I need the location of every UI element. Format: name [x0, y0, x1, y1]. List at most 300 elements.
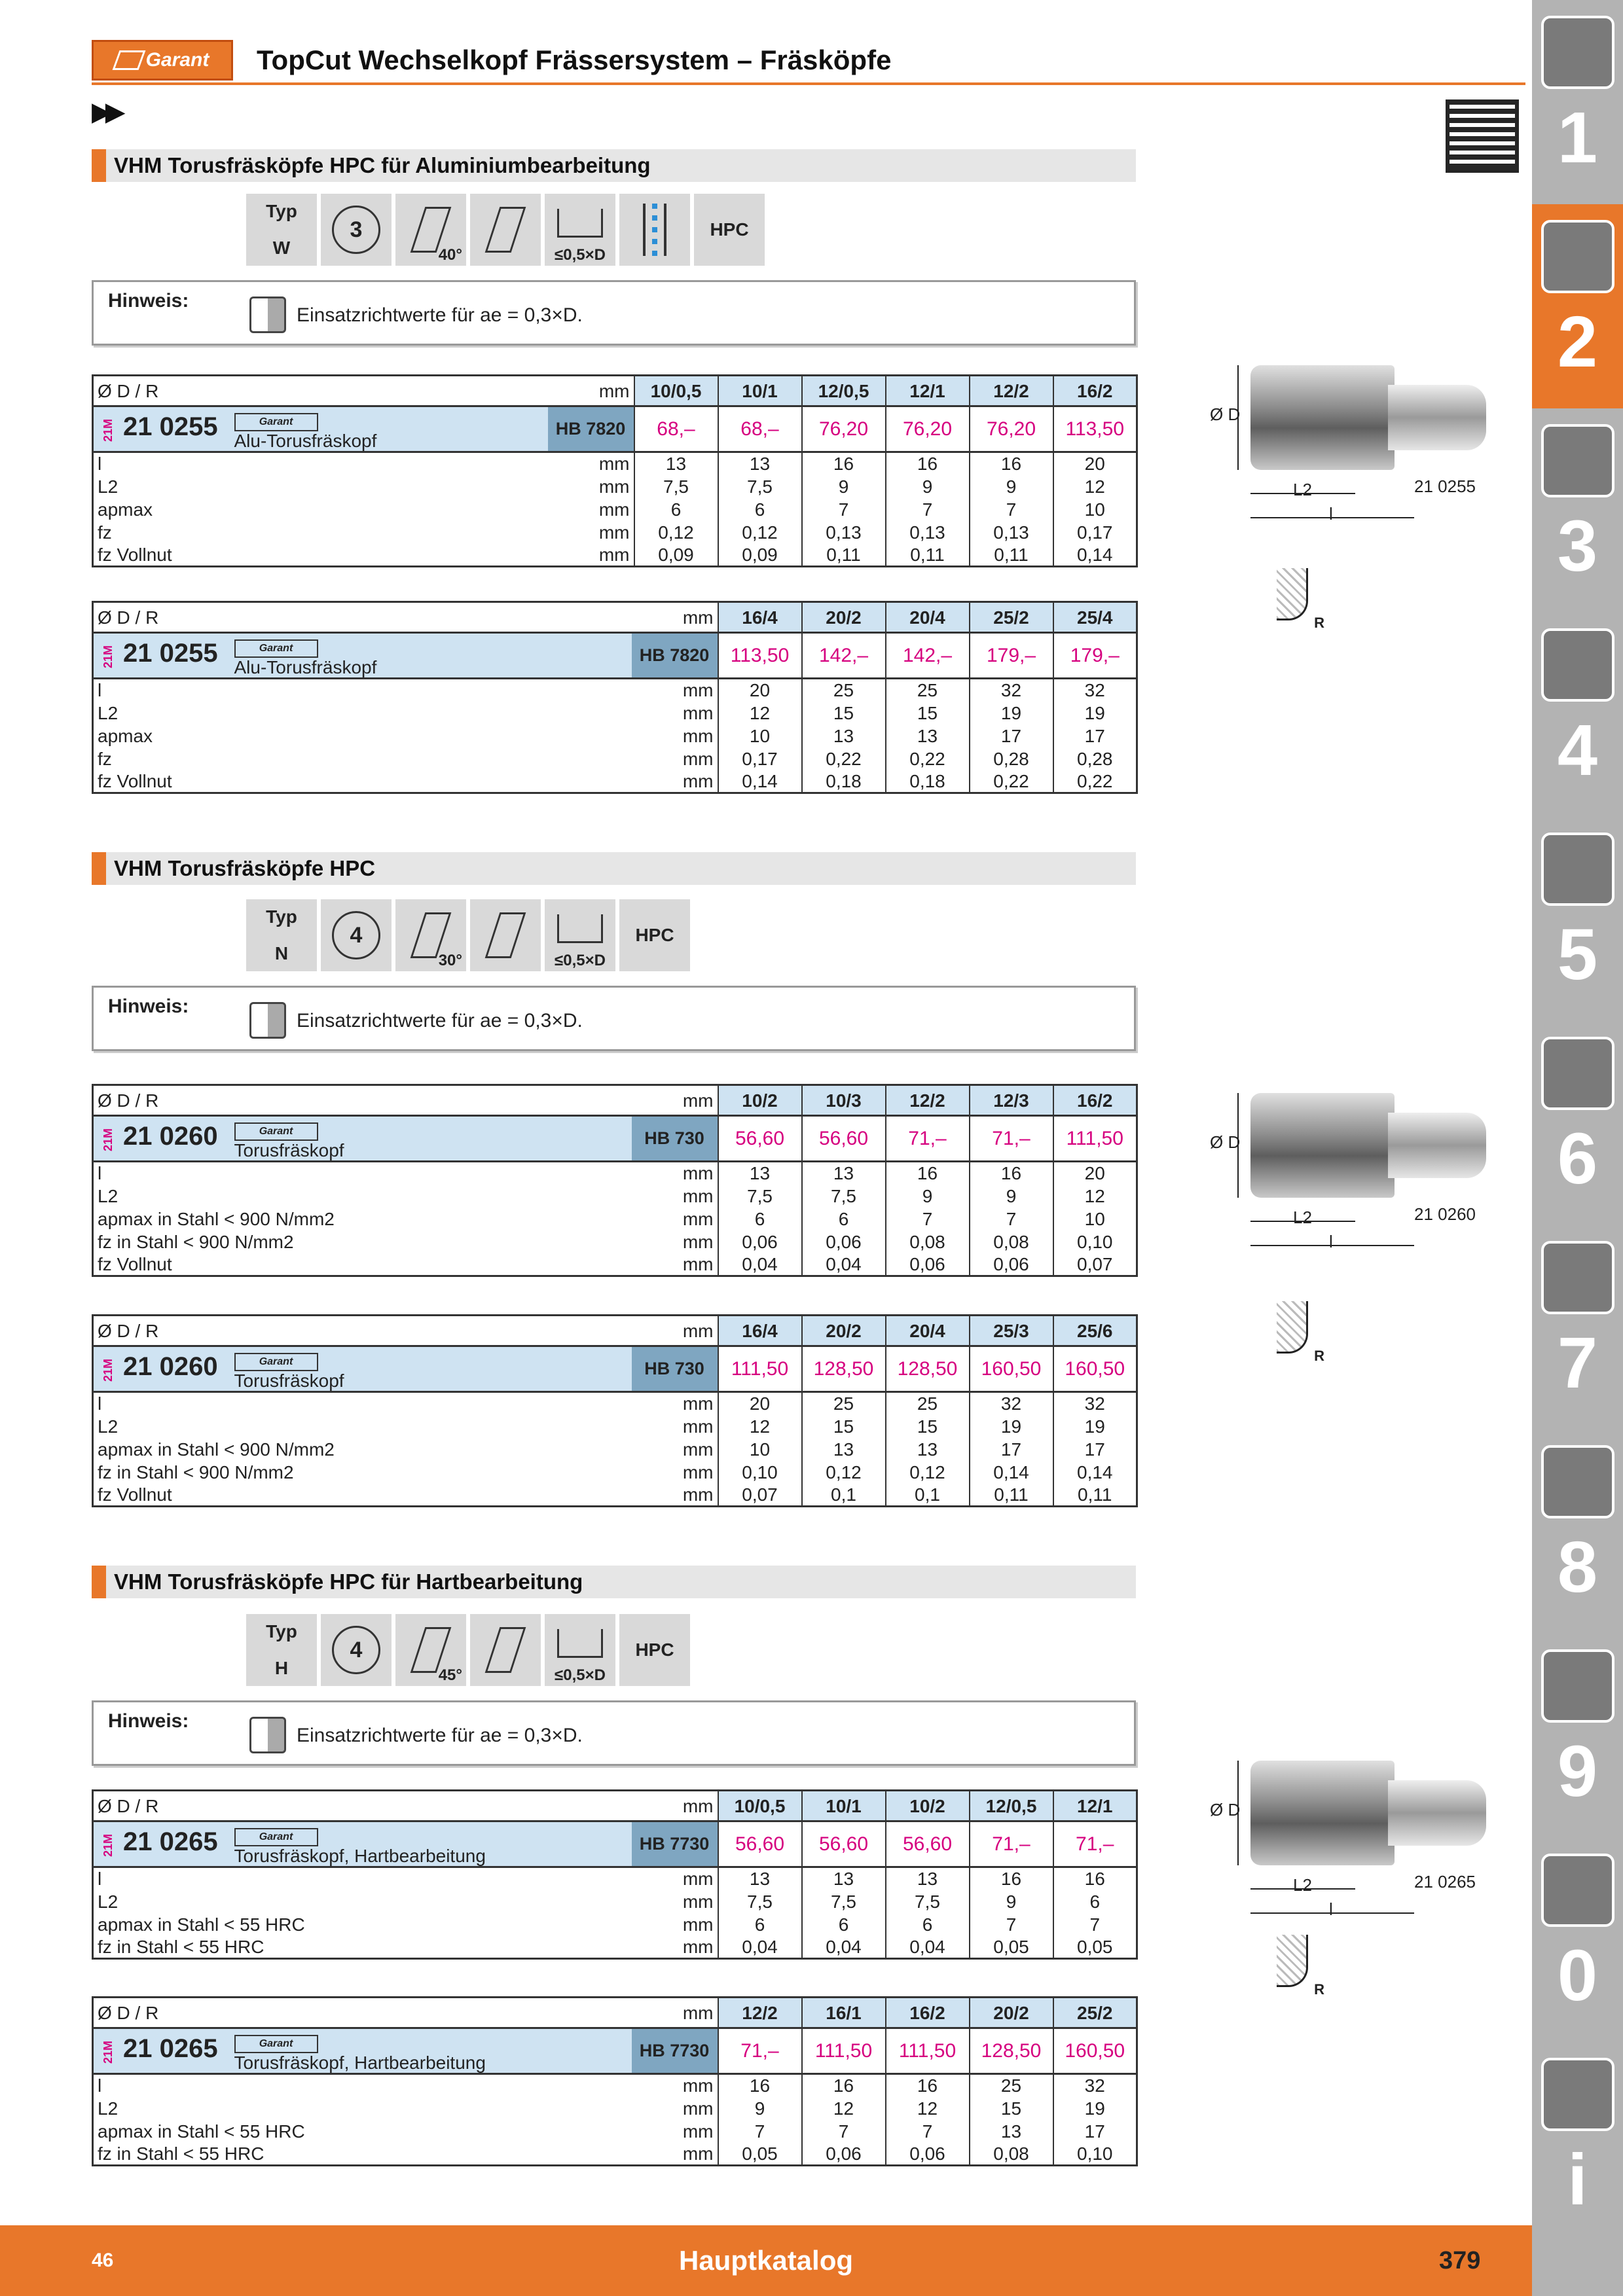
spec-value: 17: [970, 725, 1053, 747]
spec-value: 17: [1053, 725, 1137, 747]
drawing-part-number: 21 0260: [1414, 1204, 1476, 1224]
spec-value: 0,18: [802, 770, 886, 793]
spec-unit: mm: [682, 2098, 714, 2119]
chapter-tab-0[interactable]: [1532, 1838, 1623, 2042]
spec-label: fz Vollnut: [93, 1484, 573, 1507]
drawing-part-number: 21 0265: [1414, 1872, 1476, 1892]
diameter-label: Ø D: [1210, 1132, 1241, 1152]
spec-value: 0,08: [970, 1230, 1053, 1253]
part-number: [93, 633, 230, 679]
spec-value: 13: [802, 1438, 886, 1461]
spec-value: 7: [970, 1208, 1053, 1230]
hb-code: HB 7820: [548, 406, 634, 452]
chapter-tab-2[interactable]: [1532, 204, 1623, 408]
spec-value: 0,28: [970, 747, 1053, 770]
unit-label: mm: [573, 602, 718, 633]
price-cell[interactable]: 76,20: [886, 406, 970, 452]
product-row[interactable]: [93, 1821, 1137, 1867]
type-label: Typ: [266, 201, 297, 221]
diameter-label: Ø D: [1210, 1800, 1241, 1820]
spec-row: [93, 1867, 1137, 1890]
price-cell[interactable]: 160,50: [1053, 1346, 1137, 1392]
spec-value: 19: [970, 1415, 1053, 1438]
spec-label: apmax in Stahl < 900 N/mm2: [93, 1208, 573, 1230]
spec-label: apmax in Stahl < 55 HRC: [93, 2120, 573, 2143]
nav-marker: ▶▶: [92, 98, 119, 126]
chapter-tab-9[interactable]: [1532, 1634, 1623, 1838]
product-table: [92, 1789, 1138, 1960]
material-code: 21M: [101, 1128, 115, 1152]
spec-row: [93, 521, 1137, 544]
type-icon: [246, 899, 317, 971]
spec-row: [93, 498, 1137, 521]
spec-value: 0,1: [886, 1484, 970, 1507]
spec-value: 0,06: [802, 2143, 886, 2166]
qr-code-icon[interactable]: [1446, 99, 1519, 173]
spec-value: 7,5: [718, 475, 802, 498]
spec-unit: mm: [682, 1163, 714, 1184]
spec-value: 25: [970, 2074, 1053, 2097]
garant-small-logo: Garant: [234, 413, 318, 431]
type-label: Typ: [266, 1621, 297, 1641]
product-name-cell: [230, 1821, 573, 1867]
spec-label: fz in Stahl < 55 HRC: [93, 2143, 573, 2166]
spec-value: 6: [718, 1208, 802, 1230]
spec-value: 0,10: [718, 1461, 802, 1484]
price-cell[interactable]: 68,–: [634, 406, 718, 452]
spec-value: 20: [1053, 452, 1137, 475]
part-number: [93, 406, 230, 452]
price-cell[interactable]: 160,50: [1053, 2028, 1137, 2074]
product-table: [92, 601, 1138, 794]
spec-unit: mm: [573, 1936, 718, 1959]
spec-value: 6: [718, 1913, 802, 1936]
spec-value: 12: [802, 2097, 886, 2120]
spec-value: 32: [1053, 679, 1137, 702]
spec-value: 0,22: [1053, 770, 1137, 793]
spec-label: apmax: [93, 498, 489, 521]
material-code: 21M: [101, 645, 115, 669]
price-cell[interactable]: 56,60: [718, 1821, 802, 1867]
chapter-tab-7[interactable]: [1532, 1225, 1623, 1429]
spec-value: 20: [718, 1392, 802, 1415]
spec-value: 0,18: [886, 770, 970, 793]
helix-angle-icon: [395, 899, 466, 971]
spec-row: [93, 1461, 1137, 1484]
teeth-count-icon: [321, 899, 392, 971]
price-cell[interactable]: 113,50: [718, 633, 802, 679]
spec-value: 16: [970, 452, 1053, 475]
spec-label: l: [93, 1392, 573, 1415]
spec-unit: mm: [598, 476, 630, 497]
feature-icons: [246, 899, 690, 971]
spec-value: 25: [886, 1392, 970, 1415]
spec-label: apmax: [93, 725, 573, 747]
price-cell[interactable]: 128,50: [802, 1346, 886, 1392]
hb-code: HB 730: [632, 1346, 718, 1392]
type-label: Typ: [266, 906, 297, 927]
spec-value: 9: [886, 1185, 970, 1208]
spec-value: 32: [970, 1392, 1053, 1415]
spec-unit: mm: [682, 1914, 714, 1935]
price-cell[interactable]: 71,–: [1053, 1821, 1137, 1867]
spec-unit: mm: [682, 1185, 714, 1206]
spec-value: 0,10: [1053, 1230, 1137, 1253]
spec-value: 0,11: [970, 544, 1053, 567]
slot-depth: ≤0,5×D: [555, 246, 606, 264]
price-cell[interactable]: 128,50: [970, 2028, 1053, 2074]
price-cell[interactable]: 71,–: [886, 1116, 970, 1162]
spec-value: 0,14: [1053, 1461, 1137, 1484]
drawing-part-number: 21 0255: [1414, 476, 1476, 496]
price-cell[interactable]: 179,–: [1053, 633, 1137, 679]
product-table: [92, 1084, 1138, 1277]
spec-value: 12: [718, 1415, 802, 1438]
spec-value: 0,05: [970, 1936, 1053, 1959]
hb-code: HB 7820: [632, 633, 718, 679]
price-cell[interactable]: 142,–: [886, 633, 970, 679]
spec-label: fz in Stahl < 900 N/mm2: [93, 1461, 573, 1484]
l-label: l: [1329, 1899, 1333, 1919]
type-letter: W: [272, 238, 291, 258]
part-number-text: 21 0260: [123, 1352, 218, 1381]
spec-value: 6: [1053, 1890, 1137, 1913]
size-header-row: [93, 1791, 1137, 1821]
diameter-line: [1237, 1761, 1239, 1865]
spec-row: [93, 452, 1137, 475]
part-number-text: 21 0255: [123, 412, 218, 441]
spec-label: L2: [93, 702, 573, 725]
spec-value: 16: [886, 452, 970, 475]
spec-value: 15: [970, 2097, 1053, 2120]
product-row[interactable]: [93, 2028, 1137, 2074]
spec-value: 0,09: [634, 544, 718, 567]
size-header-label: Ø D / R: [93, 1998, 573, 2028]
price-cell[interactable]: 111,50: [886, 2028, 970, 2074]
shank-image: [1388, 1780, 1486, 1846]
spec-value: 0,09: [718, 544, 802, 567]
spec-unit: mm: [682, 1439, 714, 1460]
size-cell: 16/1: [802, 1998, 886, 2028]
section-title: VHM Torusfräsköpfe HPC für Hartbearbeitung: [92, 1566, 1136, 1598]
star-icon: 3: [332, 206, 380, 254]
price-cell[interactable]: 111,50: [802, 2028, 886, 2074]
spec-value: 13: [886, 725, 970, 747]
part-number: [93, 1821, 230, 1867]
type-letter: H: [274, 1658, 289, 1678]
spec-label: fz in Stahl < 55 HRC: [93, 1936, 573, 1959]
product-name: Torusfräskopf, Hartbearbeitung: [234, 1845, 486, 1866]
size-cell: 20/4: [886, 1316, 970, 1346]
spec-value: 9: [970, 1185, 1053, 1208]
spec-value: 0,12: [802, 1461, 886, 1484]
spec-label: l: [93, 1867, 573, 1890]
plunge-icon: [470, 899, 541, 971]
hpc-icon: HPC: [619, 899, 690, 971]
spec-value: 10: [1053, 498, 1137, 521]
part-number: [93, 1116, 230, 1162]
chapter-tab-3[interactable]: [1532, 408, 1623, 613]
product-name: Torusfräskopf, Hartbearbeitung: [234, 2052, 486, 2073]
spec-value: 0,07: [718, 1484, 802, 1507]
price-cell[interactable]: 111,50: [1053, 1116, 1137, 1162]
size-cell: 16/4: [718, 602, 802, 633]
spec-label: L2: [93, 475, 489, 498]
spec-value: 17: [1053, 1438, 1137, 1461]
price-cell[interactable]: 68,–: [718, 406, 802, 452]
size-cell: 10/0,5: [718, 1791, 802, 1821]
spec-unit: mm: [598, 454, 630, 475]
spec-unit: mm: [682, 2075, 714, 2096]
spec-unit: mm: [573, 1253, 718, 1276]
spec-value: 10: [1053, 1208, 1137, 1230]
spec-row: [93, 1392, 1137, 1415]
spec-value: 0,05: [718, 2143, 802, 2166]
product-row[interactable]: [93, 1116, 1137, 1162]
spacer: [573, 2028, 632, 2074]
section-title: VHM Torusfräsköpfe HPC für Aluminiumbearbeitung: [92, 149, 1136, 182]
unit-label: mm: [573, 1085, 718, 1116]
part-number: [93, 2028, 230, 2074]
spec-value: 0,14: [970, 1461, 1053, 1484]
product-row[interactable]: [93, 1346, 1137, 1392]
page-footer: [0, 2225, 1532, 2296]
chapter-number: 0: [1557, 1935, 1598, 2016]
spec-value: 0,22: [802, 747, 886, 770]
spec-value: 0,13: [970, 521, 1053, 544]
spec-row: [93, 1208, 1137, 1230]
spec-row: [93, 1162, 1137, 1185]
spec-value: 6: [886, 1913, 970, 1936]
spec-row: [93, 2143, 1137, 2166]
spec-value: 13: [970, 2120, 1053, 2143]
product-table: [92, 1314, 1138, 1507]
unit-label: mm: [573, 1791, 718, 1821]
size-cell: 10/1: [802, 1791, 886, 1821]
size-cell: 25/2: [970, 602, 1053, 633]
spec-value: 15: [886, 1415, 970, 1438]
garant-small-logo: Garant: [234, 639, 318, 658]
spec-label: fz Vollnut: [93, 544, 489, 567]
unit-label: mm: [573, 1998, 718, 2028]
price-cell[interactable]: 56,60: [886, 1821, 970, 1867]
spec-value: 7: [1053, 1913, 1137, 1936]
spec-value: 12: [1053, 1185, 1137, 1208]
spec-value: 0,11: [886, 544, 970, 567]
spec-value: 9: [718, 2097, 802, 2120]
chapter-tab-i[interactable]: [1532, 2042, 1623, 2246]
feature-icons: [246, 194, 765, 266]
helix-angle: 45°: [438, 1666, 462, 1684]
slot-depth-icon: [545, 899, 615, 971]
price-cell[interactable]: 71,–: [970, 1821, 1053, 1867]
coolant-icon: [619, 194, 690, 266]
spec-value: 19: [970, 702, 1053, 725]
chapter-number: 6: [1557, 1119, 1598, 1199]
spec-unit: mm: [489, 544, 634, 567]
slot-icon: [557, 209, 603, 238]
spec-value: 0,13: [802, 521, 886, 544]
product-name-cell: [230, 1116, 573, 1162]
spec-value: 13: [802, 1867, 886, 1890]
price-cell[interactable]: 56,60: [802, 1821, 886, 1867]
spec-value: 0,22: [886, 747, 970, 770]
section-title: VHM Torusfräsköpfe HPC: [92, 852, 1136, 885]
corner-radius-icon: [1277, 1301, 1324, 1364]
spec-value: 16: [970, 1162, 1053, 1185]
spec-row: [93, 1438, 1137, 1461]
l2-label: L2: [1293, 1875, 1312, 1895]
spec-unit: mm: [573, 770, 718, 793]
spec-row: [93, 1415, 1137, 1438]
size-cell: 12/2: [718, 1998, 802, 2028]
chapter-tab-4[interactable]: [1532, 613, 1623, 817]
spec-value: 0,04: [802, 1253, 886, 1276]
price-cell[interactable]: 56,60: [802, 1116, 886, 1162]
helix-angle-icon: [395, 194, 466, 266]
spacer: [573, 1821, 632, 1867]
product-name-cell: [230, 1346, 573, 1392]
saw-icon: [1541, 833, 1614, 906]
radius-label: R: [1314, 1348, 1324, 1364]
spec-row: [93, 702, 1137, 725]
type-icon: [246, 194, 317, 266]
chapter-tab-5[interactable]: [1532, 817, 1623, 1021]
cabinet-icon: [1541, 1649, 1614, 1723]
spec-value: 0,06: [718, 1230, 802, 1253]
product-name: Alu-Torusfräskopf: [234, 430, 377, 451]
l-label: l: [1329, 504, 1333, 524]
price-cell[interactable]: 128,50: [886, 1346, 970, 1392]
spec-value: 13: [718, 452, 802, 475]
coolant-channel-icon: [643, 204, 666, 256]
diameter-label: Ø D: [1210, 404, 1241, 424]
spec-label: apmax in Stahl < 900 N/mm2: [93, 1438, 573, 1461]
size-header-label: Ø D / R: [93, 1791, 573, 1821]
hint-label: Hinweis:: [108, 1710, 189, 1732]
spec-label: L2: [93, 2097, 573, 2120]
spec-unit: mm: [682, 702, 714, 723]
chapter-number: 1: [1557, 98, 1598, 178]
spec-value: 0,1: [802, 1484, 886, 1507]
chapter-tab-8[interactable]: [1532, 1429, 1623, 1634]
spec-unit: mm: [682, 1231, 714, 1252]
corner-radius-icon: [1277, 568, 1324, 631]
spec-unit: mm: [682, 680, 714, 701]
tool-drawing: [1211, 346, 1486, 542]
spec-label: l: [93, 1162, 573, 1185]
spec-value: 12: [718, 702, 802, 725]
spec-value: 19: [1053, 702, 1137, 725]
spec-unit: mm: [598, 499, 630, 520]
price-cell[interactable]: 71,–: [970, 1116, 1053, 1162]
spec-unit: mm: [682, 1462, 714, 1482]
spec-value: 7: [886, 498, 970, 521]
price-cell[interactable]: 160,50: [970, 1346, 1053, 1392]
chapter-tab-6[interactable]: [1532, 1021, 1623, 1225]
cutter-head-image: [1250, 1093, 1395, 1198]
spec-value: 9: [886, 475, 970, 498]
spec-value: 9: [802, 475, 886, 498]
hb-code: HB 7730: [632, 2028, 718, 2074]
spec-value: 16: [886, 2074, 970, 2097]
price-cell[interactable]: 76,20: [970, 406, 1053, 452]
spec-value: 13: [886, 1438, 970, 1461]
spec-value: 0,08: [886, 1230, 970, 1253]
spec-label: L2: [93, 1890, 573, 1913]
spec-label: l: [93, 679, 573, 702]
spec-row: [93, 725, 1137, 747]
chapter-number: 4: [1557, 710, 1598, 791]
garant-small-logo: Garant: [234, 1828, 318, 1846]
chapter-tab-1[interactable]: [1532, 0, 1623, 204]
teeth-count-icon: [321, 1614, 392, 1686]
product-name: Torusfräskopf: [234, 1370, 344, 1391]
hpc-icon: HPC: [694, 194, 765, 266]
spec-value: 20: [718, 679, 802, 702]
size-header-label: Ø D / R: [93, 376, 489, 406]
size-cell: 12/1: [886, 376, 970, 406]
price-cell[interactable]: 142,–: [802, 633, 886, 679]
tap-icon: [1541, 424, 1614, 497]
spec-unit: mm: [682, 1869, 714, 1890]
size-header-row: [93, 602, 1137, 633]
product-name: Torusfräskopf: [234, 1139, 344, 1160]
spacer: [573, 633, 632, 679]
spec-row: [93, 1484, 1137, 1507]
spec-value: 16: [718, 2074, 802, 2097]
spec-value: 13: [802, 725, 886, 747]
price-cell[interactable]: 113,50: [1053, 406, 1137, 452]
price-cell[interactable]: 71,–: [718, 2028, 802, 2074]
cutter-head-image: [1250, 365, 1395, 470]
spec-value: 16: [1053, 1867, 1137, 1890]
part-number-text: 21 0265: [123, 2034, 218, 2063]
price-cell[interactable]: 111,50: [718, 1346, 802, 1392]
spec-value: 0,17: [1053, 521, 1137, 544]
price-cell[interactable]: 56,60: [718, 1116, 802, 1162]
spec-value: 7: [970, 498, 1053, 521]
material-code: 21M: [101, 1359, 115, 1382]
size-header-row: [93, 1316, 1137, 1346]
size-header-row: [93, 1998, 1137, 2028]
spec-row: [93, 747, 1137, 770]
shank-image: [1388, 385, 1486, 450]
spec-value: 10: [718, 725, 802, 747]
plunge-icon: [470, 194, 541, 266]
price-cell[interactable]: 179,–: [970, 633, 1053, 679]
plunge-shape-icon: [485, 912, 526, 958]
hint-box: [92, 1700, 1136, 1766]
spec-unit: mm: [573, 2143, 718, 2166]
l-label: l: [1329, 1232, 1333, 1251]
spec-value: 7,5: [634, 475, 718, 498]
product-row[interactable]: [93, 406, 1137, 452]
page-title: TopCut Wechselkopf Frässersystem – Fräsköpfe: [257, 45, 892, 75]
part-number-text: 21 0260: [123, 1121, 218, 1151]
hint-label: Hinweis:: [108, 290, 189, 312]
l2-label: L2: [1293, 480, 1312, 499]
chapter-number: 2: [1557, 302, 1598, 382]
price-cell[interactable]: 76,20: [802, 406, 886, 452]
chapter-number: 7: [1557, 1323, 1598, 1403]
corner-radius-icon: [1277, 1935, 1324, 1998]
size-header-row: [93, 376, 1137, 406]
spacer: [573, 1346, 632, 1392]
spec-value: 32: [1053, 1392, 1137, 1415]
product-row[interactable]: [93, 633, 1137, 679]
spec-value: 0,11: [970, 1484, 1053, 1507]
